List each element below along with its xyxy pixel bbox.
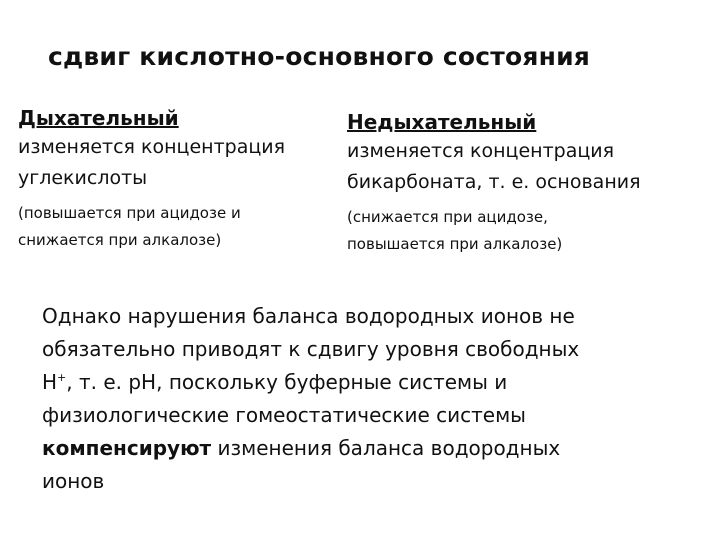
compensate-bold-word: компенсируют: [42, 436, 212, 460]
paragraph-line-5-rest: изменения баланса водородных: [211, 436, 561, 460]
non-respiratory-column: [347, 104, 717, 258]
paragraph-line-3-rest: , т. е. pH, поскольку буферные системы и: [66, 370, 508, 394]
respiratory-line-1: изменяется концентрация: [18, 136, 286, 158]
paragraph-line-3: [42, 366, 682, 399]
paragraph-line-1: Однако нарушения баланса водородных ионов не: [42, 304, 575, 328]
paragraph-line-4: физиологические гомеостатические системы: [42, 403, 526, 427]
non-respiratory-note-line-2: повышается при алкалозе): [347, 235, 563, 253]
body-paragraph: [42, 300, 682, 498]
respiratory-note-line-2: снижается при алкалозе): [18, 231, 222, 249]
respiratory-column: [18, 104, 340, 254]
respiratory-heading: Дыхательный: [18, 106, 179, 130]
paragraph-line-5: [42, 432, 682, 465]
paragraph-line-2: обязательно приводят к сдвигу уровня свободных: [42, 337, 580, 361]
respiratory-line-2: углекислоты: [18, 167, 148, 189]
non-respiratory-note-line-1: (снижается при ацидозе,: [347, 208, 548, 226]
hydrogen-symbol: H: [42, 370, 58, 394]
non-respiratory-heading: Недыхательный: [347, 110, 537, 134]
respiratory-note: [18, 200, 340, 254]
non-respiratory-line-2: бикарбоната, т. е. основания: [347, 171, 641, 193]
slide-title: сдвиг кислотно-основного состояния: [48, 42, 591, 71]
non-respiratory-line-1: изменяется концентрация: [347, 140, 615, 162]
paragraph-line-6: ионов: [42, 469, 105, 493]
non-respiratory-note: [347, 204, 717, 258]
respiratory-note-line-1: (повышается при ацидозе и: [18, 204, 241, 222]
plus-superscript: +: [57, 371, 67, 384]
